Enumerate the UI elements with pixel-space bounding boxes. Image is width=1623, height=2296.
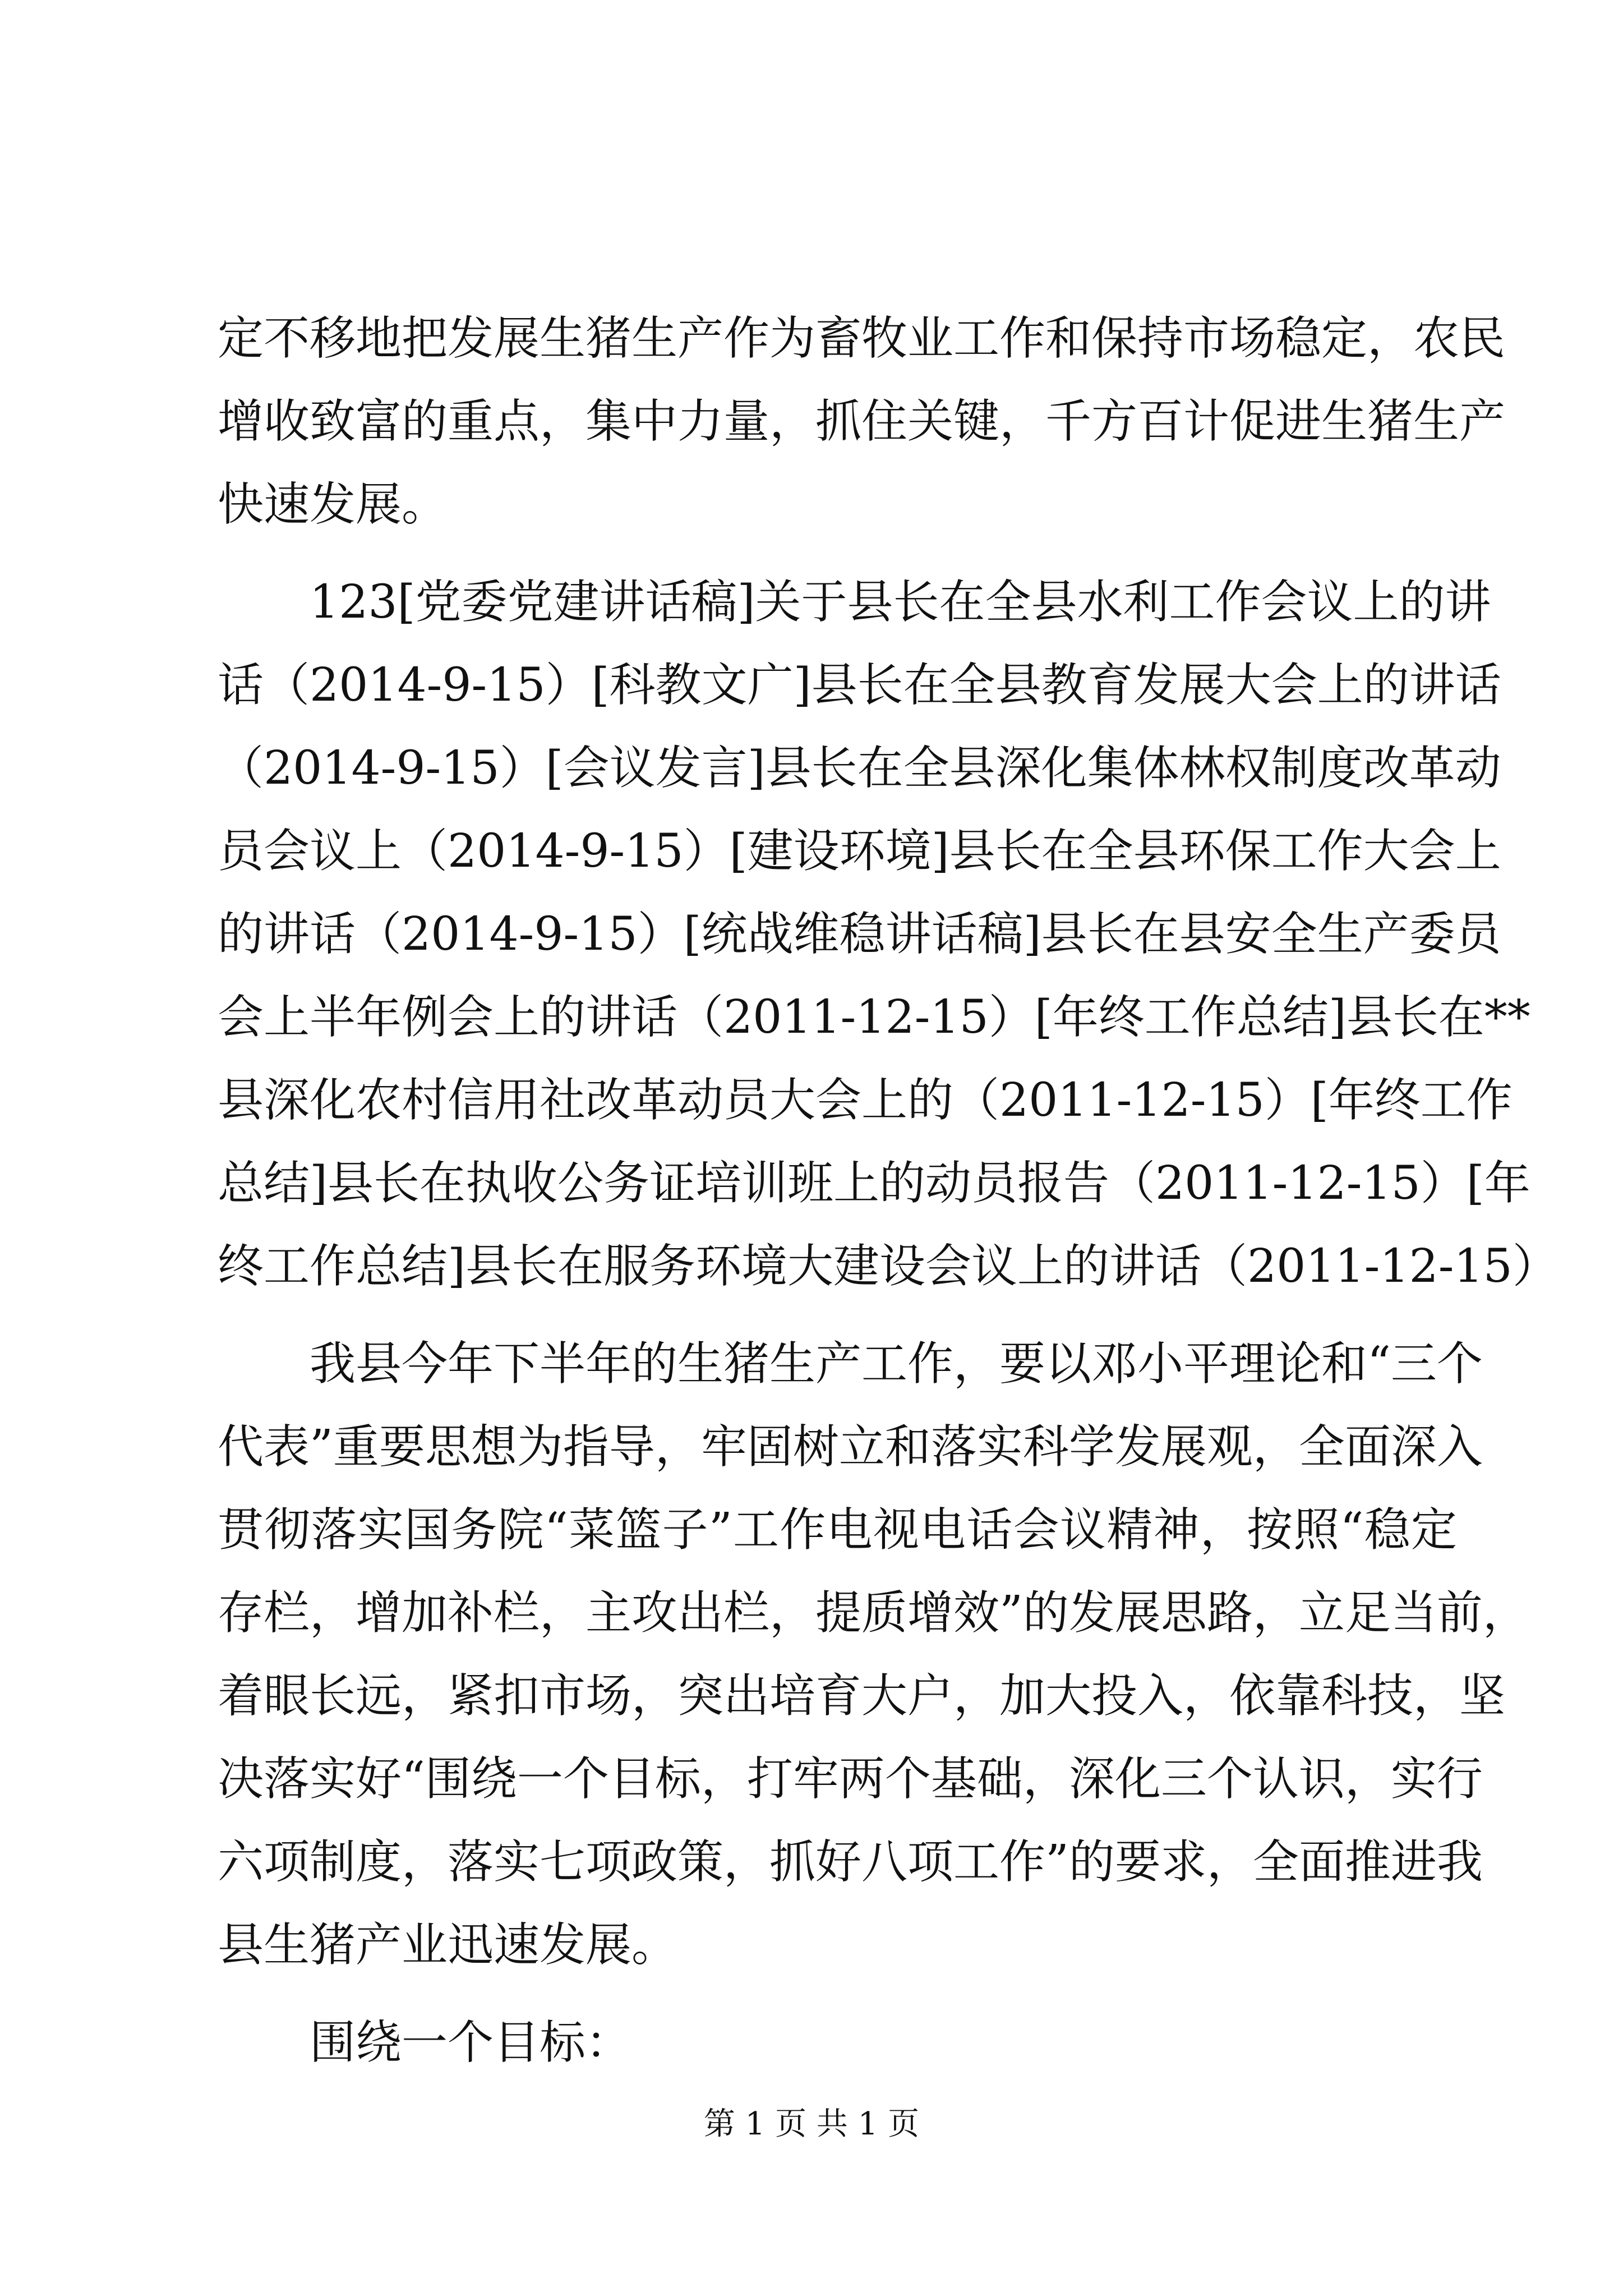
text-line: 贯彻落实国务院“菜篮子”工作电视电话会议精神，按照“稳定 — [218, 1503, 1457, 1557]
paragraph — [218, 1323, 1529, 1987]
text-line: 总结]县长在执收公务证培训班上的动员报告（2011-12-15）[年 — [218, 1157, 1530, 1210]
text-line: 着眼长远，紧扣市场，突出培育大户，加大投入，依靠科技，坚 — [218, 1669, 1506, 1723]
text-line: 123[党委党建讲话稿]关于县长在全县水利工作会议上的讲 — [310, 576, 1491, 629]
document-body — [218, 297, 1559, 2085]
text-line: 员会议上（2014-9-15）[建设环境]县长在全县环保工作大会上 — [218, 825, 1501, 878]
text-line: 话（2014-9-15）[科教文广]县长在全县教育发展大会上的讲话 — [218, 659, 1501, 712]
text-line: 的讲话（2014-9-15）[统战维稳讲话稿]县长在县安全生产委员 — [218, 908, 1501, 961]
text-line: 代表”重要思想为指导，牢固树立和落实科学发展观，全面深入 — [218, 1420, 1483, 1474]
text-line: 县生猪产业迅速发展。 — [218, 1918, 678, 1972]
text-line: 定不移地把发展生猪生产作为畜牧业工作和保持市场稳定，农民 — [218, 312, 1506, 365]
paragraph — [218, 2001, 1457, 2085]
text-line: 终工作总结]县长在服务环境大建设会议上的讲话（2011-12-15） — [218, 1240, 1559, 1293]
text-line: 我县今年下半年的生猪生产工作，要以邓小平理论和“三个 — [310, 1337, 1483, 1391]
text-line: 快速发展。 — [218, 478, 448, 531]
text-line: 围绕一个目标： — [310, 2016, 632, 2069]
paragraph — [218, 561, 1559, 1308]
paragraph — [218, 297, 1506, 546]
page-footer: 第 1 页 共 1 页 — [703, 2106, 920, 2142]
text-line: 会上半年例会上的讲话（2011-12-15）[年终工作总结]县长在** — [218, 991, 1530, 1044]
text-line: 存栏，增加补栏，主攻出栏，提质增效”的发展思路，立足当前， — [218, 1586, 1529, 1640]
text-line: 增收致富的重点，集中力量，抓住关键，千方百计促进生猪生产 — [218, 395, 1506, 448]
text-line: 决落实好“围绕一个目标，打牢两个基础，深化三个认识，实行 — [218, 1752, 1483, 1806]
text-line: 县深化农村信用社改革动员大会上的（2011-12-15）[年终工作 — [218, 1074, 1513, 1127]
text-line: 六项制度，落实七项政策，抓好八项工作”的要求，全面推进我 — [218, 1835, 1483, 1889]
text-line: （2014-9-15）[会议发言]县长在全县深化集体林权制度改革动 — [218, 742, 1501, 795]
